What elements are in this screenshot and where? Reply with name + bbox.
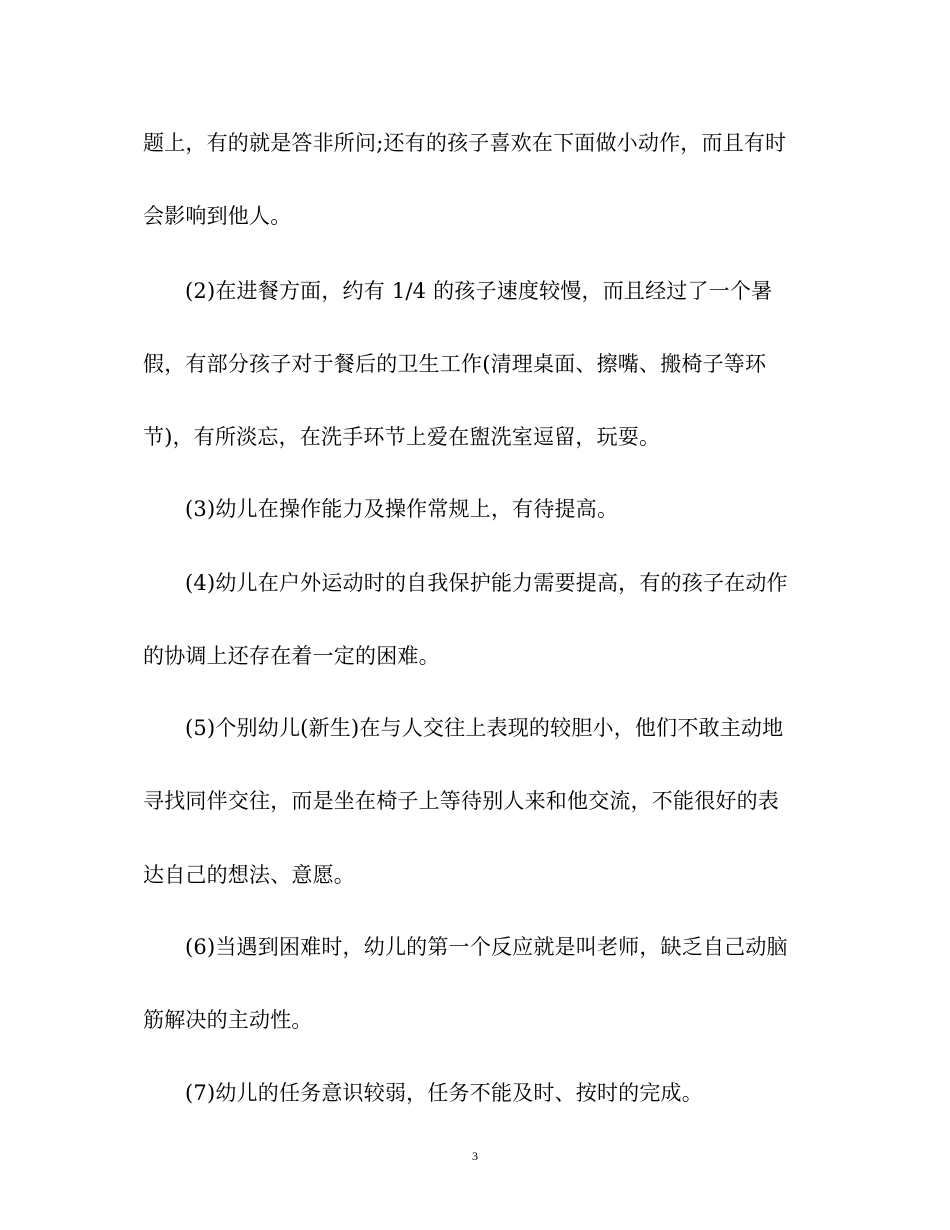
body-text-line: 会影响到他人。 — [143, 204, 292, 228]
paragraph-start-line: (5)个别幼儿(新生)在与人交往上表现的较胆小，他们不敢主动地 — [185, 716, 784, 740]
paragraph-start-line: (4)幼儿在户外运动时的自我保护能力需要提高，有的孩子在动作 — [185, 571, 788, 595]
paragraph-start-line: (7)幼儿的任务意识较弱，任务不能及时、按时的完成。 — [185, 1081, 703, 1105]
body-text-line: 筋解决的主动性。 — [143, 1008, 313, 1032]
paragraph-start-line: (2)在进餐方面，约有 1/4 的孩子速度较慢，而且经过了一个暑 — [185, 279, 773, 303]
body-text-line: 寻找同伴交往，而是坐在椅子上等待别人来和他交流，不能很好的表 — [143, 789, 779, 813]
body-text-line: 达自己的想法、意愿。 — [143, 863, 355, 887]
body-text-line: 假，有部分孩子对于餐后的卫生工作(清理桌面、擦嘴、搬椅子等环 — [143, 352, 767, 376]
body-text-line: 节)，有所淡忘，在洗手环节上爱在盥洗室逗留，玩耍。 — [143, 425, 661, 449]
body-text-line: 题上，有的就是答非所问;还有的孩子喜欢在下面做小动作，而且有时 — [143, 131, 787, 155]
paragraph-start-line: (6)当遇到困难时，幼儿的第一个反应就是叫老师，缺乏自己动脑 — [185, 935, 788, 959]
paragraph-start-line: (3)幼儿在操作能力及操作常规上，有待提高。 — [185, 497, 619, 521]
page-number: 3 — [472, 1149, 478, 1163]
body-text-line: 的协调上还存在着一定的困难。 — [143, 644, 440, 668]
